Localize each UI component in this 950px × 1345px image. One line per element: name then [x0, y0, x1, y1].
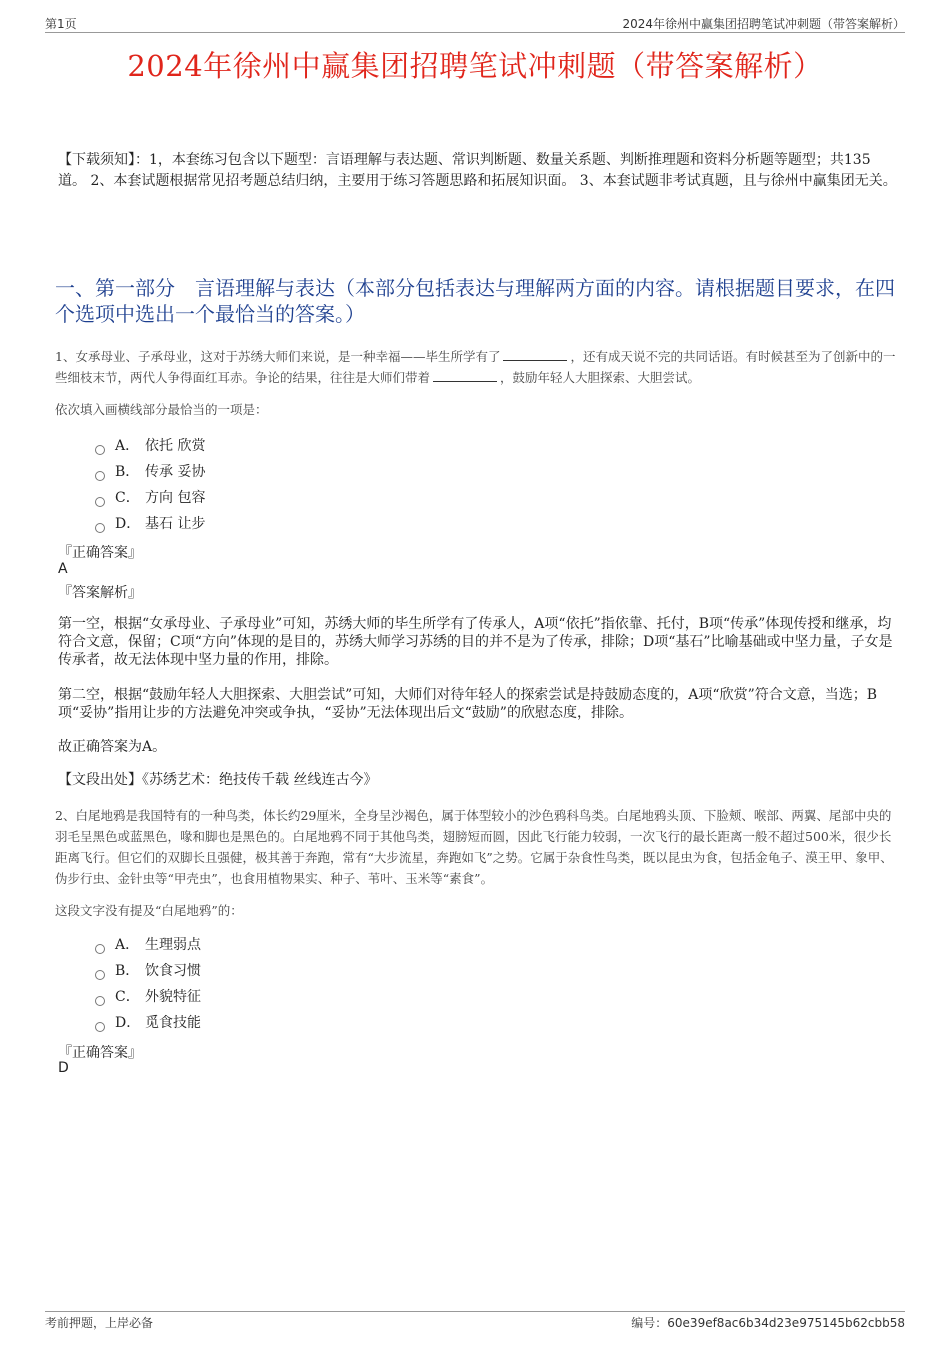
radio-icon[interactable] [95, 471, 105, 481]
page-title: 2024年徐州中赢集团招聘笔试冲刺题（带答案解析） [127, 49, 823, 83]
option-b[interactable]: B． 传承 妥协 [95, 459, 205, 485]
section-heading: 一、第一部分 言语理解与表达（本部分包括表达与理解两方面的内容。请根据题目要求，在四个选项中选出一个最恰当的答案。） [55, 276, 895, 326]
header-divider [45, 32, 905, 33]
option-d[interactable]: D． 基石 让步 [95, 511, 205, 537]
answer-label: 『正确答案』 [58, 545, 142, 561]
radio-icon[interactable] [95, 523, 105, 533]
source-citation: 【文段出处】《苏绣艺术：绝技传千载 丝线连古今》 [58, 772, 378, 788]
header-page-label: 第1页 [45, 17, 77, 31]
option-a[interactable]: A． 生理弱点 [95, 932, 201, 958]
option-c[interactable]: C． 外貌特征 [95, 984, 201, 1010]
header-doc-title: 2024年徐州中赢集团招聘笔试冲刺题（带答案解析） [622, 17, 905, 31]
question-2-stem: 2、白尾地鸦是我国特有的一种鸟类，体长约29厘米，全身呈沙褐色，属于体型较小的沙色鸦科鸟类。白尾地鸦头顶、下脸颊、喉部、两翼、尾部中央的羽毛呈黑色或蓝黑色，喙和脚也是黑色的。白尾地鸦不同于其他鸟类，翅膀短而圆，因此飞行能力较弱，一次飞行的最长距离一般不超过500米，很少长距离飞行。但它们的双脚长且强健，极其善于奔跑，常有“大步流星，奔跑如飞”之势。它属于杂食性鸟类，既以昆虫为食，包括金龟子、漠王甲、象甲、伪步行虫、金针虫等“甲壳虫”，也食用植物果实、种子、苇叶、玉米等“素食”。 [55, 808, 893, 886]
radio-icon[interactable] [95, 445, 105, 455]
footer-doc-id: 编号：60e39ef8ac6b34d23e975145b62cbb58 [631, 1316, 905, 1330]
answer-value: A [58, 561, 68, 577]
analysis-conclusion: 故正确答案为A。 [58, 739, 167, 755]
question-2-prompt: 这段文字没有提及“白尾地鸦”的： [55, 903, 243, 918]
radio-icon[interactable] [95, 497, 105, 507]
question-1-prompt: 依次填入画横线部分最恰当的一项是： [55, 402, 268, 417]
radio-icon[interactable] [95, 970, 105, 980]
radio-icon[interactable] [95, 996, 105, 1006]
footer-divider [45, 1311, 905, 1312]
question-1-options [95, 433, 205, 537]
option-a[interactable]: A． 依托 欣赏 [95, 433, 205, 459]
analysis-paragraph-1: 第一空，根据“女承母业、子承母业”可知，苏绣大师的毕生所学有了传承人，A项“依托”指依靠、托付，B项“传承”体现传授和继承，均符合文意，保留；C项“方向”体现的是目的，苏绣大师学习苏绣的目的并不是为了传承，排除；D项“基石”比喻基础或中坚力量，子女是传承者，故无法体现中坚力量的作用，排除。 [58, 616, 893, 668]
footer-slogan: 考前押题，上岸必备 [45, 1316, 154, 1330]
option-c[interactable]: C． 方向 包容 [95, 485, 205, 511]
answer-label: 『正确答案』 [58, 1045, 142, 1061]
download-notice: 【下载须知】：1，本套练习包含以下题型：言语理解与表达题、常识判断题、数量关系题、判断推理题和资料分析题等题型；共135道。 2、本套试题根据常见招考题总结归纳，主要用于练习答题思路和拓展知识面。 3、本套试题非考试真题，且与徐州中赢集团无关。 [58, 152, 897, 189]
question-2-options [95, 932, 201, 1036]
answer-value: D [58, 1060, 69, 1076]
analysis-paragraph-2: 第二空，根据“鼓励年轻人大胆探索、大胆尝试”可知，大师们对待年轻人的探索尝试是持鼓励态度的，A项“欣赏”符合文意，当选；B项“妥协”指用让步的方法避免冲突或争执，“妥协”无法体现出后文“鼓励”的欣慰态度，排除。 [58, 687, 878, 721]
radio-icon[interactable] [95, 944, 105, 954]
fill-blank-1 [503, 348, 567, 361]
question-1-stem: 1、女承母业、子承母业，这对于苏绣大师们来说，是一种幸福——毕生所学有了 ，还有成天说不完的共同话语。有时候甚至为了创新中的一些细枝末节，两代人争得面红耳赤。争论的结果，往往是大师们带着 ，鼓励年轻人大胆探索、大胆尝试。 [55, 349, 896, 385]
option-d[interactable]: D． 觅食技能 [95, 1010, 201, 1036]
radio-icon[interactable] [95, 1022, 105, 1032]
option-b[interactable]: B． 饮食习惯 [95, 958, 201, 984]
fill-blank-2 [433, 369, 497, 382]
analysis-label: 『答案解析』 [58, 585, 142, 601]
